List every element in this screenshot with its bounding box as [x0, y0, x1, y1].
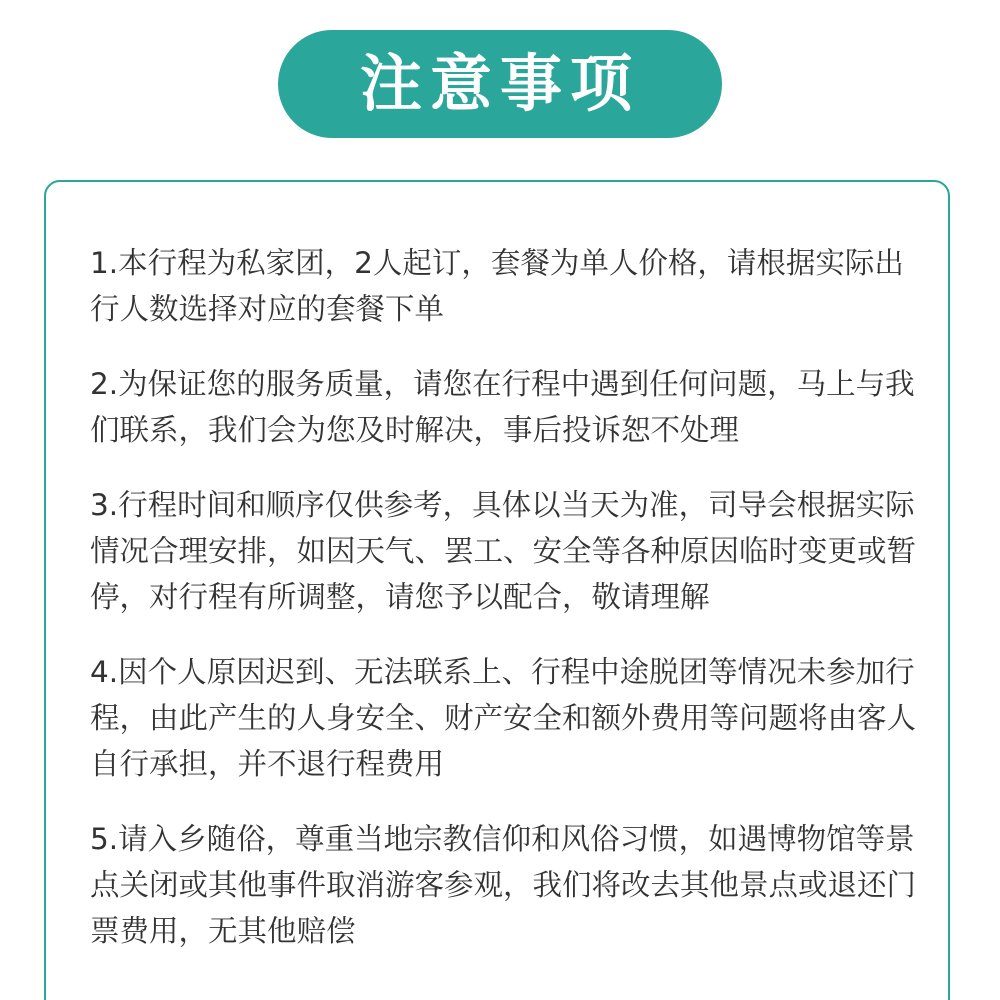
notice-item: 4.因个人原因迟到、无法联系上、行程中途脱团等情况未参加行程，由此产生的人身安全、财产安全和额外费用等问题将由客人自行承担，并不退行程费用 [90, 655, 917, 781]
notice-item: 2.为保证您的服务质量，请您在行程中遇到任何问题，马上与我们联系，我们会为您及时解决，事后投诉恕不处理 [90, 367, 915, 447]
notice-item: 5.请入乡随俗，尊重当地宗教信仰和风俗习惯，如遇博物馆等景点关闭或其他事件取消游客参观，我们将改去其他景点或退还门票费用，无其他赔偿 [90, 822, 917, 948]
notice-item: 1.本行程为私家团，2人起订，套餐为单人价格，请根据实际出行人数选择对应的套餐下单 [90, 246, 904, 326]
page-title: 注意事项 [359, 47, 640, 120]
title-banner [278, 30, 722, 138]
notice-item: 3.行程时间和顺序仅供参考，具体以当天为准，司导会根据实际情况合理安排，如因天气、罢工、安全等各种原因临时变更或暂停，对行程有所调整，请您予以配合，敬请理解 [90, 488, 917, 614]
notice-list [90, 240, 930, 983]
